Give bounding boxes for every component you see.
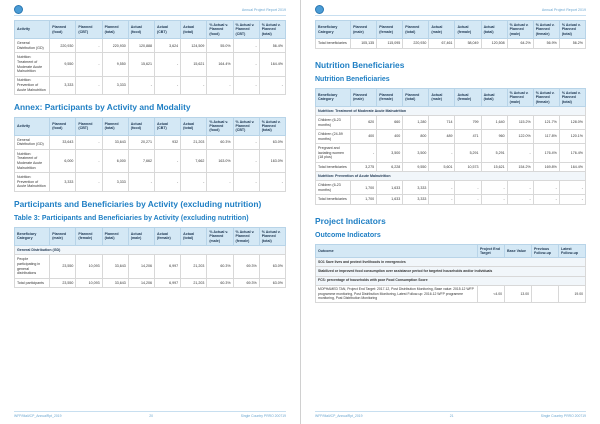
cell-value: 163.0% [207,149,233,172]
column-header: Previous Follow-up [532,244,559,258]
cell-value: 60.3% [207,135,233,149]
column-header: Planned (total) [403,21,429,39]
cell-value: 69.3% [233,255,259,278]
column-header: Activity [15,21,50,39]
column-header: % Actual v. Planned (total) [259,117,285,135]
column-header: Actual (CBT) [154,21,180,39]
cell-value: 14,206 [128,278,154,287]
cell-value: 9,550 [102,53,128,76]
row-label: General Distribution (GD) [15,135,50,149]
cell-value: - [533,195,559,204]
row-label: Total beneficiaries [316,39,351,48]
column-header: Actual (total) [181,21,207,39]
cell-value: 115.2% [507,116,533,130]
cell-value: 63.0% [259,135,285,149]
column-header: Latest Follow-up [559,244,586,258]
cell-value: 121.7% [533,116,559,130]
cell-value: 56.2% [559,39,585,48]
cell-value: - [76,149,102,172]
cell-value: 69.3% [233,278,259,287]
column-header: % Actual v. Planned (food) [207,117,233,135]
cell-value: 1,633 [377,195,403,204]
indicator-detail: MOPHAMED TAN, Project End Target: 2017.12, Post Distribution Monitoring, Base value: 2015.12 WFP programme monitoring, Post Distribution Monitoring, Latest Follow-up: 2016.12 WFP programme monitoring, Post Distribution Monitoring [316,285,478,303]
column-header: Planned (female) [377,88,403,106]
cell-value: 3,624 [154,39,180,53]
column-header: Planned (CBT) [76,117,102,135]
cell-value: 799 [455,116,481,130]
column-header: % Actual v. Planned (CBT) [233,117,259,135]
cell-value: 5,291 [455,144,481,163]
cell-value: - [76,135,102,149]
cell-value: 164.4% [207,53,233,76]
row-label: General Distribution (GD) [15,39,50,53]
strategic-objective: SO1 Save lives and protect livelihoods in emergencies [316,258,586,267]
cell-value: 3,333 [403,181,429,195]
column-header: Actual (female) [455,21,481,39]
cell-value: - [559,195,585,204]
cell-value: 714 [429,116,455,130]
cell-value: 60.3% [207,255,233,278]
cell-value: - [154,53,180,76]
table-row [316,116,586,130]
cell-value: 56.4% [259,39,285,53]
cell-value: <4.00 [478,285,505,303]
row-label: People participating in general distributions [15,255,50,278]
cell-value: 3,333 [50,76,76,95]
table-total-beneficiaries [315,20,586,49]
table-group-row [316,172,586,181]
row-label: Nutrition: Prevention of Acute Malnutrition [15,173,50,192]
cell-value: 960 [481,130,507,144]
cell-value: 15,621 [181,53,207,76]
cell-value: - [507,144,533,163]
wfp-logo-icon [14,5,23,14]
column-header: Activity [15,117,50,135]
indicator-label: FCS: percentage of households with poor Food Consumption Score [316,276,586,285]
cell-value: 1,640 [481,116,507,130]
cell-value: - [481,195,507,204]
cell-value: 1,700 [351,195,377,204]
cell-value: 7,662 [181,149,207,172]
column-header: Beneficiary Category [316,88,351,106]
cell-value: 620 [351,116,377,130]
cell-value: 20,271 [128,135,154,149]
table-row [15,173,286,192]
footer-right: Single Country PRRO 200719 [540,414,586,418]
cell-value: 23,550 [50,278,76,287]
column-header: Actual (male) [429,21,455,39]
cell-value: - [351,144,377,163]
header-title: Annual Project Report 2019 [541,7,586,12]
column-header: Planned (male) [351,21,377,39]
section-title-nutrition: Nutrition Beneficiaries [315,59,405,70]
table-row [316,162,586,171]
cell-value: - [429,181,455,195]
column-header: Actual (food) [128,21,154,39]
table-row [15,255,286,278]
cell-value: 6,997 [154,255,180,278]
cell-value: 120.1% [559,130,585,144]
cell-value: 13.00 [505,285,532,303]
cell-value: 154.2% [507,162,533,171]
table-row [15,76,286,95]
cell-value: - [233,76,259,95]
cell-value: 3,333 [102,76,128,95]
cell-value: 1,633 [377,181,403,195]
cell-value: 122.0% [507,130,533,144]
page-number: 21 [449,414,454,418]
wfp-logo-icon [315,5,324,14]
cell-value: - [481,181,507,195]
table-header-row [15,117,286,135]
cell-value: 400 [351,130,377,144]
cell-value: 15,621 [128,53,154,76]
cell-value: 164.4% [259,53,285,76]
table-header-row [316,88,586,106]
cell-value: 23,550 [50,255,76,278]
column-header: Outcome [316,244,478,258]
cell-value: 220,930 [102,39,128,53]
column-header: Planned (male) [351,88,377,106]
cell-value: 471 [455,130,481,144]
cell-value: - [429,144,455,163]
cell-value: 67,461 [429,39,455,48]
cell-value: - [259,173,285,192]
cell-value: 932 [154,135,180,149]
cell-value: - [233,39,259,53]
column-header: Project End Target [478,244,505,258]
page-footer [14,411,286,419]
cell-value: 489 [429,130,455,144]
outcome-so-row [316,258,586,267]
cell-value: 33,643 [102,255,128,278]
column-header: % Actual v. Planned (total) [559,88,585,106]
cell-value: 3,333 [50,173,76,192]
row-label: Children (24-59 months) [316,130,351,144]
row-label: Pregnant and lactating women (18 plus) [316,144,351,163]
table-group-row [15,246,286,255]
cell-value: - [207,173,233,192]
footer-right: Single Country PRRO 200719 [240,414,286,418]
cell-value: 176.4% [559,144,585,163]
cell-value: - [128,76,154,95]
row-label: Children (6-23 months) [316,181,351,195]
cell-value: 15,621 [481,162,507,171]
cell-value: - [207,76,233,95]
table-row [316,39,586,48]
cell-value: 120,508 [481,39,507,48]
cell-value: 220,930 [403,39,429,48]
cell-value: 6,000 [102,149,128,172]
table3-participants-beneficiaries [14,227,286,288]
table-row [15,53,286,76]
column-header: % Actual v. Planned (male) [507,88,533,106]
cell-value: 58,049 [455,39,481,48]
column-header: Actual (food) [128,117,154,135]
cell-value: 105,135 [351,39,377,48]
table-row [15,149,286,172]
cell-value: - [76,53,102,76]
column-header: % Actual v. Planned (female) [533,88,559,106]
column-header: % Actual v. Planned (male) [207,227,233,245]
left-content [14,20,286,288]
cell-value: 3,333 [403,195,429,204]
column-header: % Actual v. Planned (total) [259,227,285,245]
cell-value: 3,500 [403,144,429,163]
table-row [316,181,586,195]
cell-value: 33,643 [102,135,128,149]
table-row [316,195,586,204]
cell-value: - [154,173,180,192]
outcome-row [316,267,586,276]
footer-left: WFP/Mali/CP_AnnualRpt_2019 [315,414,363,418]
column-header: Actual (total) [181,227,207,245]
cell-value: 163.0% [259,149,285,172]
table-annex-participants [14,117,286,192]
table-outcome-indicators [315,244,586,304]
table-row [15,135,286,149]
cell-value: - [429,195,455,204]
column-header: Planned (total) [403,88,429,106]
column-header: % Actual v. Planned (total) [259,21,285,39]
cell-value: 60.3% [207,278,233,287]
row-label: Total participants [15,278,50,287]
table-header-row [316,244,586,258]
cell-value: 6,000 [50,149,76,172]
page-number: 20 [149,414,154,418]
cell-value: - [259,76,285,95]
table-row [15,39,286,53]
cell-value [532,285,559,303]
cell-value: 1,700 [351,181,377,195]
column-header: Actual (CBT) [154,117,180,135]
column-header: Planned (female) [76,227,102,245]
page-header [14,4,286,16]
column-header: Actual (female) [455,88,481,106]
table-row [316,144,586,163]
cell-value: 10,093 [76,255,102,278]
cell-value: - [559,181,585,195]
cell-value: 6,997 [154,278,180,287]
cell-value: 63.0% [259,255,285,278]
column-header: Actual (male) [128,227,154,245]
cell-value: - [233,135,259,149]
cell-value: - [455,195,481,204]
cell-value: 64.2% [507,39,533,48]
cell-value: 19.00 [559,285,586,303]
section-title-participants: Participants and Beneficiaries by Activity (excluding nutrition) [14,198,262,209]
cell-value: 3,500 [377,144,403,163]
footer-left: WFP/Mali/CP_AnnualRpt_2019 [14,414,62,418]
cell-value: 21,203 [181,135,207,149]
row-label: Total beneficiaries [316,162,351,171]
cell-value: 21,203 [181,255,207,278]
header-title: Annual Project Report 2019 [241,7,286,12]
cell-value: 128.0% [559,116,585,130]
column-header: Beneficiary Category [15,227,50,245]
column-header: % Actual v. Planned (female) [233,227,259,245]
cell-value: - [76,39,102,53]
column-header: % Actual v. Planned (CBT) [233,21,259,39]
cell-value: - [233,53,259,76]
cell-value: 33,643 [50,135,76,149]
row-label: Nutrition: Treatment of Moderate Acute Malnutrition [15,53,50,76]
subsection-title-outcome: Outcome Indicators [315,231,381,239]
subsection-title-nutrition: Nutrition Beneficiaries [315,75,390,83]
table-row [316,130,586,144]
right-page [300,0,600,424]
right-content [315,20,586,303]
cell-value: 117.8% [533,130,559,144]
cell-value: 6,228 [377,162,403,171]
table-header-row [15,227,286,245]
column-header: Planned (male) [50,227,76,245]
cell-value: 164.4% [559,162,585,171]
column-header: Planned (total) [102,227,128,245]
cell-value: 21,203 [181,278,207,287]
column-header: % Actual v. Planned (female) [533,21,559,39]
cell-value: - [76,173,102,192]
cell-value: 56.9% [533,39,559,48]
cell-value: 120,888 [128,39,154,53]
table-group-row [316,107,586,116]
cell-value: 5,601 [429,162,455,171]
cell-value: - [533,181,559,195]
column-header: Planned (food) [50,117,76,135]
cell-value: 10,573 [455,162,481,171]
cell-value: - [507,181,533,195]
indicator-value-row [316,285,586,303]
cell-value: - [233,149,259,172]
row-label: Children (6-23 months) [316,116,351,130]
column-header: % Actual v. Planned (total) [559,21,585,39]
cell-value: 9,550 [50,53,76,76]
column-header: % Actual v. Planned (male) [507,21,533,39]
table-header-row [316,21,586,39]
section-title-project-indicators: Project Indicators [315,215,386,226]
cell-value: - [76,76,102,95]
cell-value: - [233,173,259,192]
cell-value: 176.4% [533,144,559,163]
column-header: Actual (female) [154,227,180,245]
column-header: Planned (total) [102,21,128,39]
cell-value: 115,095 [377,39,403,48]
row-label: Nutrition: Treatment of Moderate Acute Malnutrition [15,149,50,172]
column-header: Planned (total) [102,117,128,135]
page-header [315,4,586,16]
cell-value: 1,280 [403,116,429,130]
cell-value: 400 [377,130,403,144]
group-label: Nutrition: Treatment of Moderate Acute Malnutrition [316,107,586,116]
column-header: Actual (total) [481,88,507,106]
column-header: Planned (food) [50,21,76,39]
cell-value: 5,291 [481,144,507,163]
column-header: Actual (total) [181,117,207,135]
column-header: Actual (total) [481,21,507,39]
cell-value: 14,206 [128,255,154,278]
table3-title: Table 3: Participants and Beneficiaries by Activity (excluding nutrition) [14,215,249,223]
cell-value: 33,643 [102,278,128,287]
outcome-label: Stabilized or improved food consumption over assistance period for targeted households and/or individuals [316,267,586,276]
cell-value: 800 [403,130,429,144]
cell-value: - [181,173,207,192]
table-participants-modality-top [14,20,286,95]
row-label: Total beneficiaries [316,195,351,204]
cell-value: - [128,173,154,192]
cell-value: 220,930 [50,39,76,53]
cell-value: 9,550 [403,162,429,171]
column-header: Base Value [505,244,532,258]
cell-value: 7,662 [128,149,154,172]
page-footer [315,411,586,419]
cell-value: 169.8% [533,162,559,171]
group-label: Nutrition: Prevention of Acute Malnutrition [316,172,586,181]
group-label: General Distribution (GD) [15,246,286,255]
row-label: Nutrition: Prevention of Acute Malnutrition [15,76,50,95]
indicator-row [316,276,586,285]
column-header: Planned (CBT) [76,21,102,39]
cell-value: 3,333 [102,173,128,192]
cell-value: - [507,195,533,204]
section-title-annex: Annex: Participants by Activity and Modality [14,102,191,113]
cell-value: 10,093 [76,278,102,287]
table-row [15,278,286,287]
cell-value: - [181,76,207,95]
cell-value: - [455,181,481,195]
table-header-row [15,21,286,39]
cell-value: 660 [377,116,403,130]
column-header: % Actual v. Planned (food) [207,21,233,39]
column-header: Beneficiary Category [316,21,351,39]
cell-value: - [154,76,180,95]
cell-value: 63.0% [259,278,285,287]
cell-value: 55.0% [207,39,233,53]
cell-value: 3,275 [351,162,377,171]
column-header: Planned (female) [377,21,403,39]
cell-value: - [154,149,180,172]
column-header: Actual (male) [429,88,455,106]
table-nutrition-beneficiaries [315,88,586,205]
cell-value: 124,509 [181,39,207,53]
